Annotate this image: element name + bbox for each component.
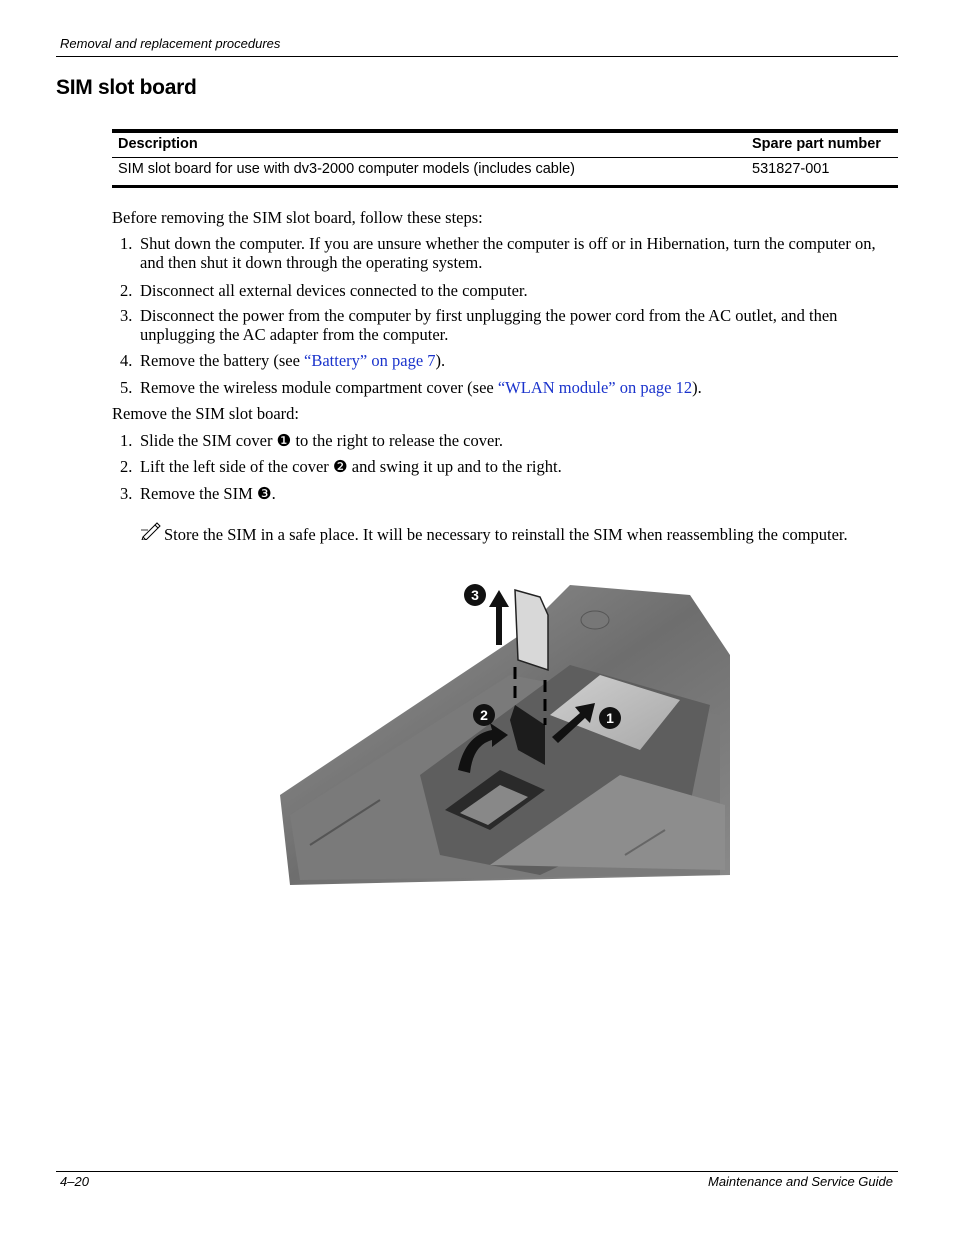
svg-text:2: 2 xyxy=(480,707,488,723)
page-number: 4–20 xyxy=(60,1174,89,1189)
wlan-module-link[interactable]: “WLAN module” on page 12 xyxy=(497,378,693,397)
intro-paragraph: Before removing the SIM slot board, follow these steps: xyxy=(112,208,483,227)
list-item: 3. Remove the SIM ❸. xyxy=(120,484,276,503)
svg-text:1: 1 xyxy=(606,710,614,726)
list-item: 1. Slide the SIM cover ❶ to the right to release the cover. xyxy=(120,431,504,450)
list-item: 1. Shut down the computer. If you are unsure whether the computer is off or in Hibernation, turn the computer on, and then shut it down through the operating system. xyxy=(120,234,876,272)
table-header-row xyxy=(112,131,898,158)
spare-parts-table xyxy=(112,129,898,188)
list-item: 5. Remove the wireless module compartment cover (see “WLAN module” on page 12). xyxy=(120,378,702,397)
sim-card-shape xyxy=(515,590,548,670)
running-header: Removal and replacement procedures xyxy=(60,36,281,51)
removal-intro-paragraph: Remove the SIM slot board: xyxy=(112,404,299,423)
column-header-description: Description xyxy=(112,131,746,158)
list-item: 2. Disconnect all external devices connected to the computer. xyxy=(120,281,528,300)
part-number-cell: 531827-001 xyxy=(746,158,898,187)
header-rule xyxy=(56,56,898,57)
list-item: 4. Remove the battery (see “Battery” on page 7). xyxy=(120,351,446,370)
table-row xyxy=(112,158,898,187)
sim-removal-illustration xyxy=(270,575,740,890)
pencil-note-icon xyxy=(140,520,162,544)
column-header-spare-part-number: Spare part number xyxy=(746,131,898,158)
list-item: 3. Disconnect the power from the computer by first unplugging the power cord from the AC outlet, and then unplugging the AC adapter from the computer. xyxy=(120,306,838,344)
list-item: 2. Lift the left side of the cover ❷ and swing it up and to the right. xyxy=(120,457,562,476)
note xyxy=(140,520,900,544)
guide-title: Maintenance and Service Guide xyxy=(707,1174,893,1189)
part-description-cell: SIM slot board for use with dv3-2000 computer models (includes cable) xyxy=(112,158,746,187)
page-title: SIM slot board xyxy=(56,76,197,99)
arrow-up-icon xyxy=(489,590,509,645)
footer-rule xyxy=(56,1171,898,1172)
note-text: Store the SIM in a safe place. It will be necessary to reinstall the SIM when reassembling the computer. xyxy=(164,525,848,544)
svg-text:3: 3 xyxy=(471,587,479,603)
battery-link[interactable]: “Battery” on page 7 xyxy=(304,351,436,370)
